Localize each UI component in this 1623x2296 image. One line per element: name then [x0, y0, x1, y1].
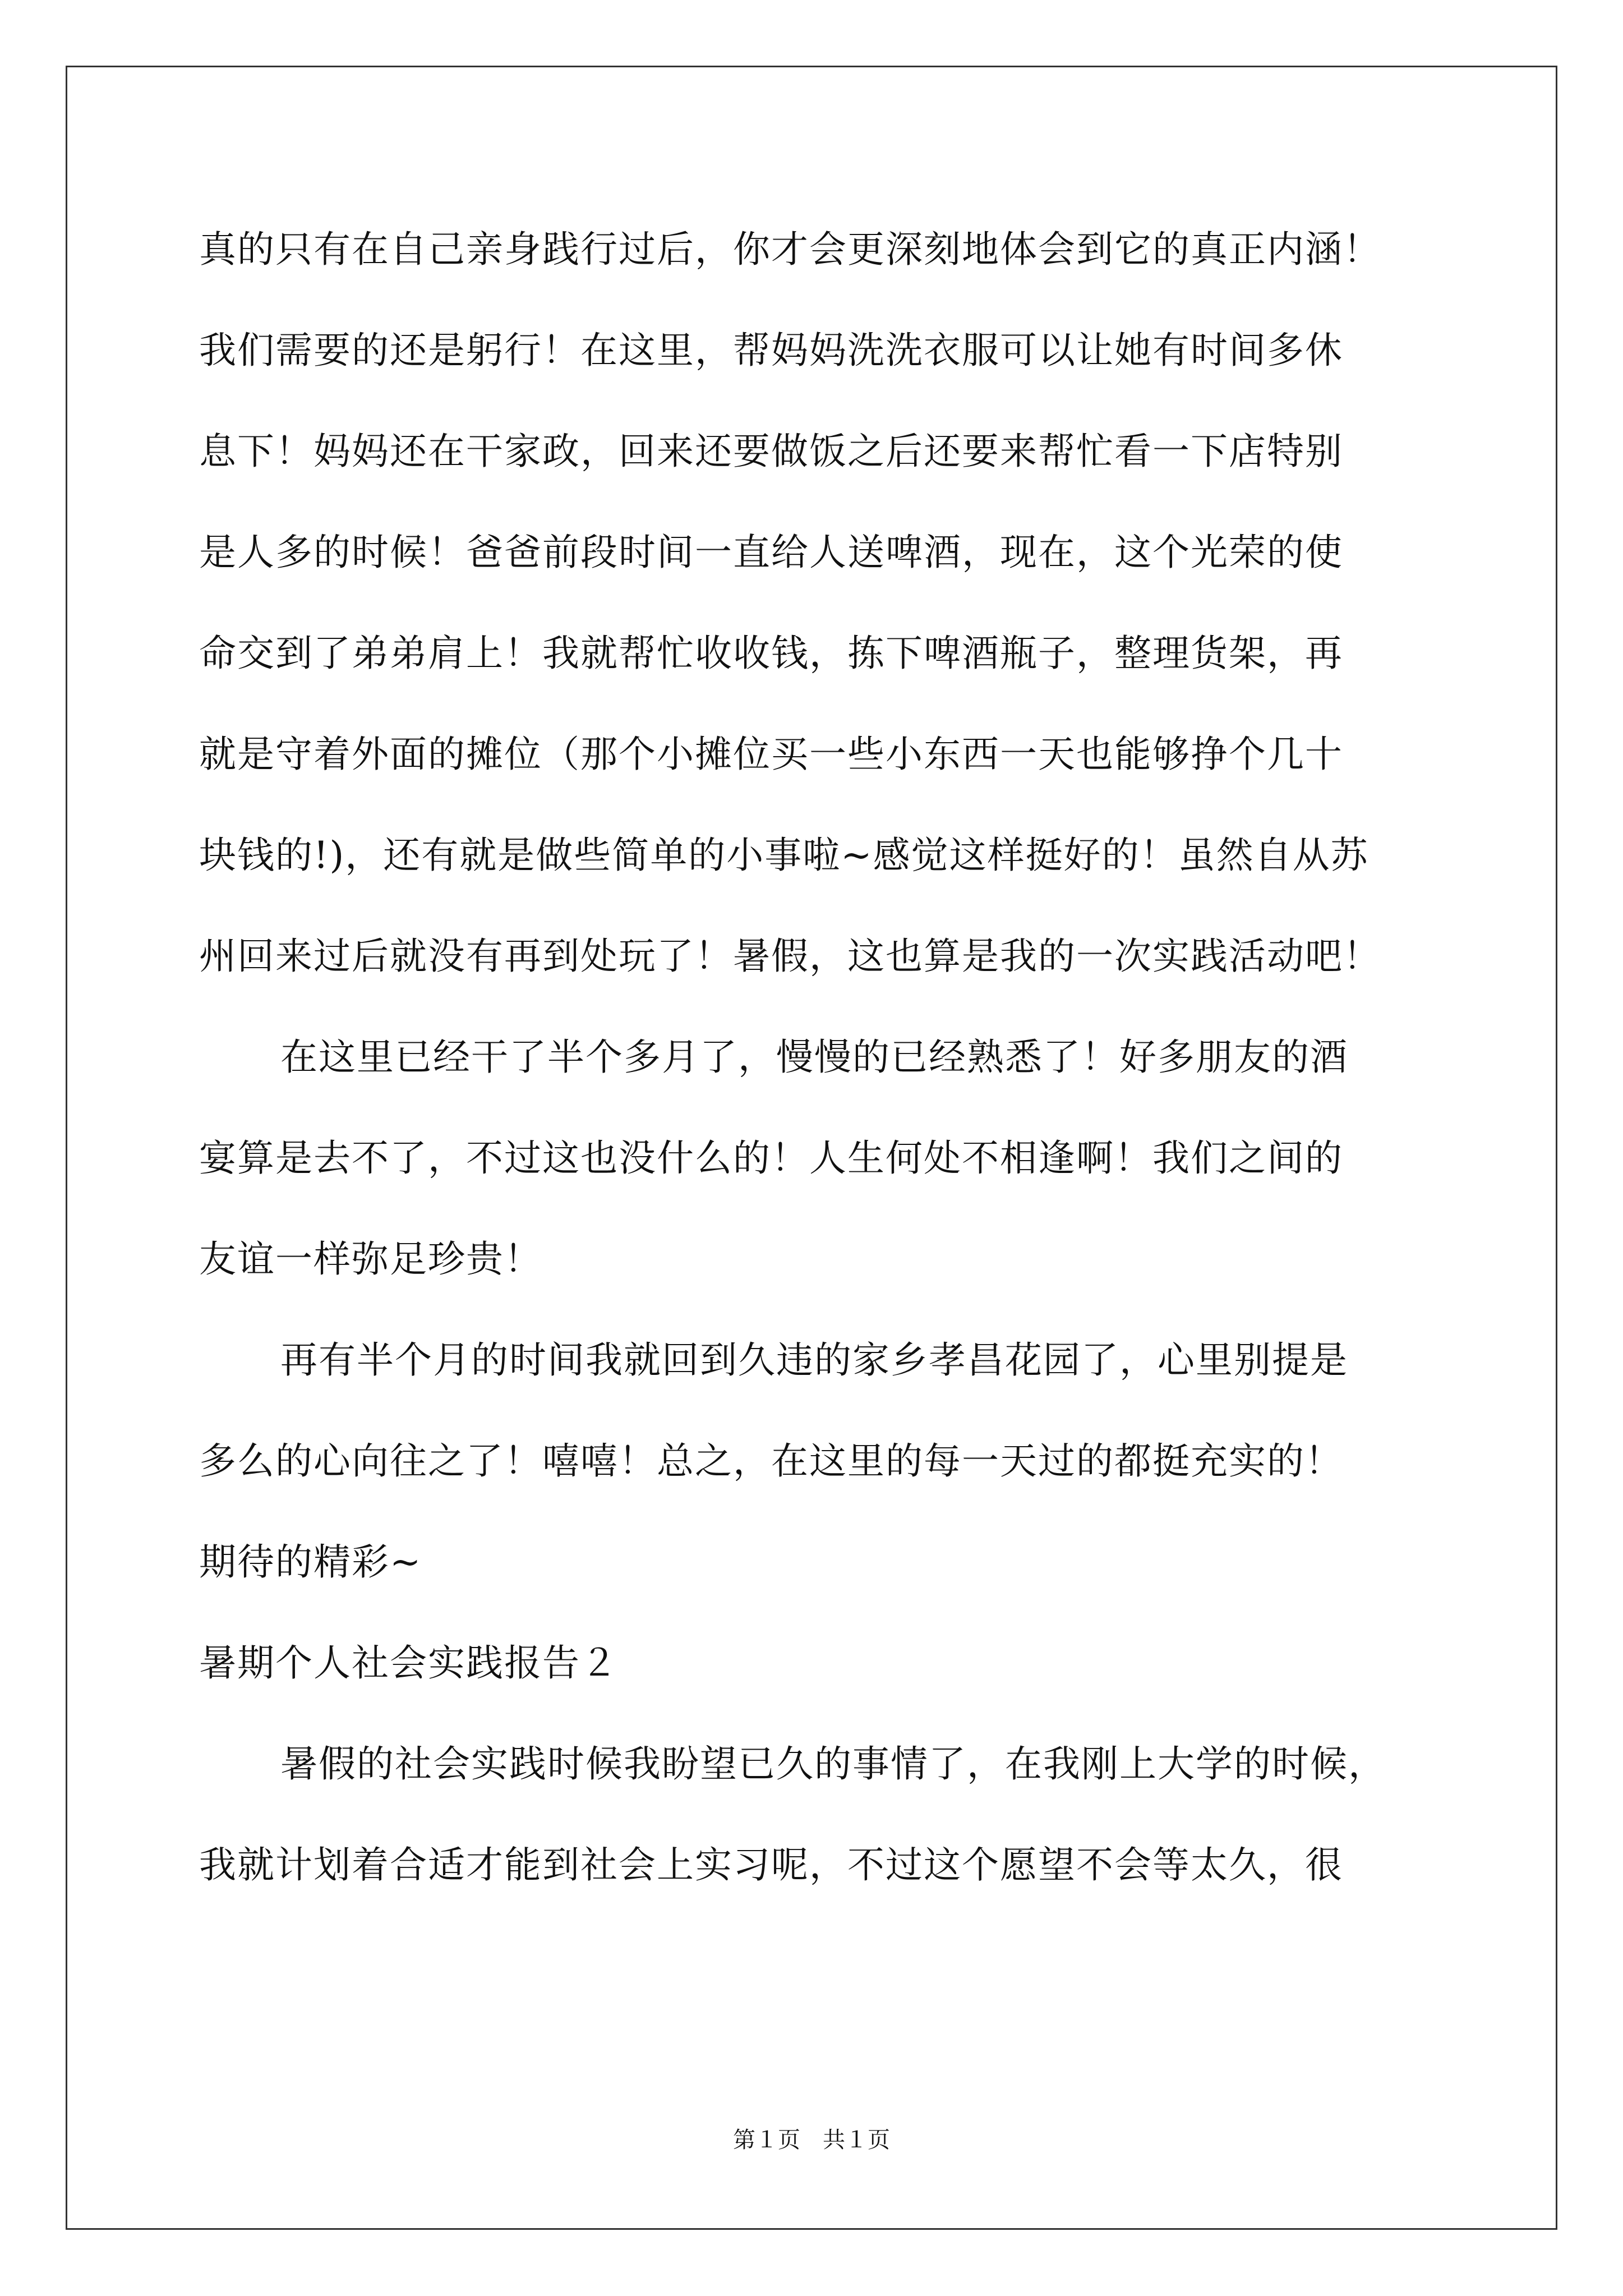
body-line-1: 真的只有在自己亲身践行过后，你才会更深刻地体会到它的真正内涵！ [199, 228, 1381, 271]
body-line-16: 暑假的社会实践时候我盼望已久的事情了，在我刚上大学的时候， [280, 1742, 1386, 1786]
body-line-2: 我们需要的还是躬行！在这里，帮妈妈洗洗衣服可以让她有时间多休 [199, 329, 1343, 372]
body-line-12: 再有半个月的时间我就回到久违的家乡孝昌花园了，心里别提是 [280, 1338, 1348, 1382]
section-heading: 暑期个人社会实践报告２ [199, 1641, 619, 1685]
page-footer: 第１页 共１页 [733, 2127, 890, 2153]
body-line-5: 命交到了弟弟肩上！我就帮忙收收钱，拣下啤酒瓶子，整理货架，再 [199, 632, 1343, 675]
body-line-8: 州回来过后就没有再到处玩了！暑假，这也算是我的一次实践活动吧！ [199, 935, 1381, 978]
body-line-13: 多么的心向往之了！嘻嘻！总之，在这里的每一天过的都挺充实的！ [199, 1439, 1343, 1483]
body-line-3: 息下！妈妈还在干家政，回来还要做饭之后还要来帮忙看一下店特别 [199, 430, 1343, 473]
body-line-6: 就是守着外面的摊位（那个小摊位买一些小东西一天也能够挣个几十 [199, 733, 1343, 776]
body-line-7: 块钱的!)，还有就是做些简单的小事啦~感觉这样挺好的！虽然自从苏 [199, 834, 1369, 877]
body-line-14: 期待的精彩~ [199, 1540, 422, 1584]
body-line-10: 宴算是去不了，不过这也没什么的！人生何处不相逢啊！我们之间的 [199, 1137, 1343, 1180]
body-line-17: 我就计划着合适才能到社会上实习呢，不过这个愿望不会等太久，很 [199, 1843, 1343, 1887]
body-line-9: 在这里已经干了半个多月了，慢慢的已经熟悉了！好多朋友的酒 [280, 1036, 1348, 1079]
body-line-11: 友谊一样弥足珍贵！ [199, 1237, 542, 1281]
body-line-4: 是人多的时候！爸爸前段时间一直给人送啤酒，现在，这个光荣的使 [199, 531, 1343, 574]
